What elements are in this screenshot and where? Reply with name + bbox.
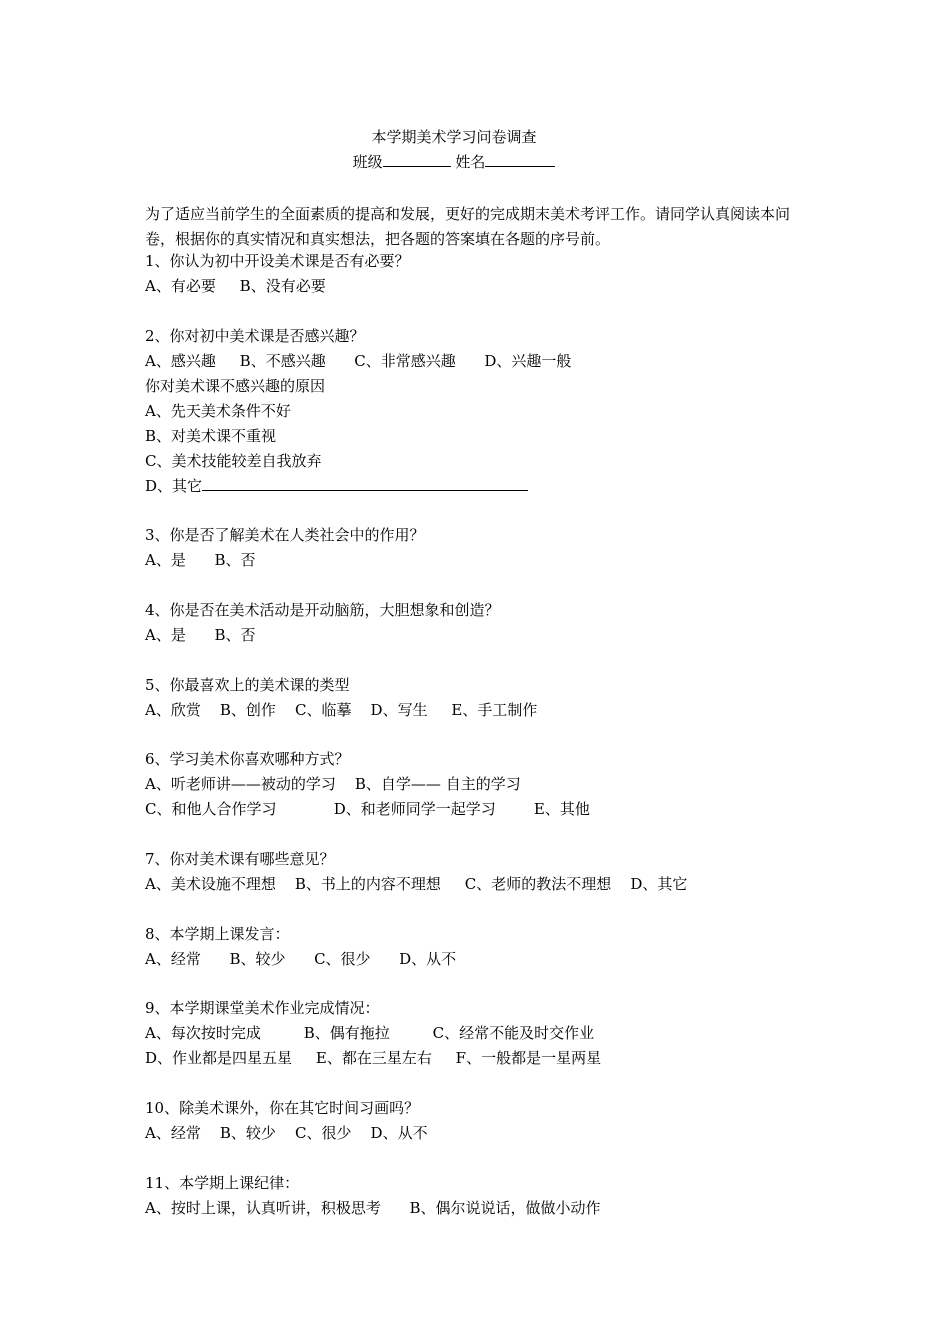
class-blank[interactable] — [383, 152, 451, 167]
question-5: 5、你最喜欢上的美术课的类型 — [145, 676, 350, 694]
question-9: 9、本学期课堂美术作业完成情况： — [145, 999, 380, 1017]
question-11: 11、本学期上课纪律： — [145, 1174, 300, 1192]
question-9-options: D、作业都是四星五星 E、都在三星左右 F、一般都是一星两星 — [145, 1049, 602, 1067]
question-10-options: A、经常 B、较少 C、很少 D、从不 — [145, 1124, 428, 1142]
question-2-reason: B、对美术课不重视 — [145, 427, 277, 445]
question-7: 7、你对美术课有哪些意见？ — [145, 850, 335, 868]
question-2-reason: C、美术技能较差自我放弃 — [145, 452, 322, 470]
question-6: 6、学习美术你喜欢哪种方式？ — [145, 750, 350, 768]
question-7-options: A、美术设施不理想 B、书上的内容不理想 C、老师的教法不理想 D、其它 — [145, 875, 688, 893]
question-2-options: A、感兴趣 B、不感兴趣 C、非常感兴趣 D、兴趣一般 — [145, 352, 572, 370]
question-11-options: A、按时上课，认真听讲，积极思考 B、偶尔说说话，做做小动作 — [145, 1199, 601, 1217]
question-8: 8、本学期上课发言： — [145, 925, 290, 943]
question-8-options: A、经常 B、较少 C、很少 D、从不 — [145, 950, 457, 968]
other-reason-blank[interactable] — [202, 476, 528, 491]
question-6-options: C、和他人合作学习 D、和老师同学一起学习 E、其他 — [145, 800, 590, 818]
question-2: 2、你对初中美术课是否感兴趣？ — [145, 327, 365, 345]
question-3-options: A、是 B、否 — [145, 551, 256, 569]
name-label: 姓名 — [455, 153, 486, 171]
question-2-reason: A、先天美术条件不好 — [145, 402, 291, 420]
name-blank[interactable] — [485, 152, 555, 167]
class-name-line — [0, 152, 908, 172]
question-1: 1、你认为初中开设美术课是否有必要？ — [145, 252, 410, 270]
question-10: 10、除美术课外，你在其它时间习画吗？ — [145, 1099, 420, 1117]
question-2-followup: 你对美术课不感兴趣的原因 — [145, 377, 326, 395]
question-2-reason-other — [145, 476, 528, 496]
question-4-options: A、是 B、否 — [145, 626, 256, 644]
question-3: 3、你是否了解美术在人类社会中的作用？ — [145, 526, 425, 544]
question-9-options: A、每次按时完成 B、偶有拖拉 C、经常不能及时交作业 — [145, 1024, 595, 1042]
intro-paragraph: 为了适应当前学生的全面素质的提高和发展，更好的完成期末美术考评工作。请同学认真阅读本问卷，根据你的真实情况和真实想法，把各题的答案填在各题的序号前。 — [145, 205, 791, 248]
question-5-options: A、欣赏 B、创作 C、临摹 D、写生 E、手工制作 — [145, 701, 538, 719]
question-1-options: A、有必要 B、没有必要 — [145, 277, 326, 295]
question-6-options: A、听老师讲——被动的学习 B、自学—— 自主的学习 — [145, 775, 521, 793]
class-label: 班级 — [352, 153, 383, 171]
survey-title: 本学期美术学习问卷调查 — [371, 128, 537, 146]
question-2-reason: D、其它 — [145, 477, 203, 495]
question-4: 4、你是否在美术活动是开动脑筋，大胆想象和创造？ — [145, 601, 500, 619]
